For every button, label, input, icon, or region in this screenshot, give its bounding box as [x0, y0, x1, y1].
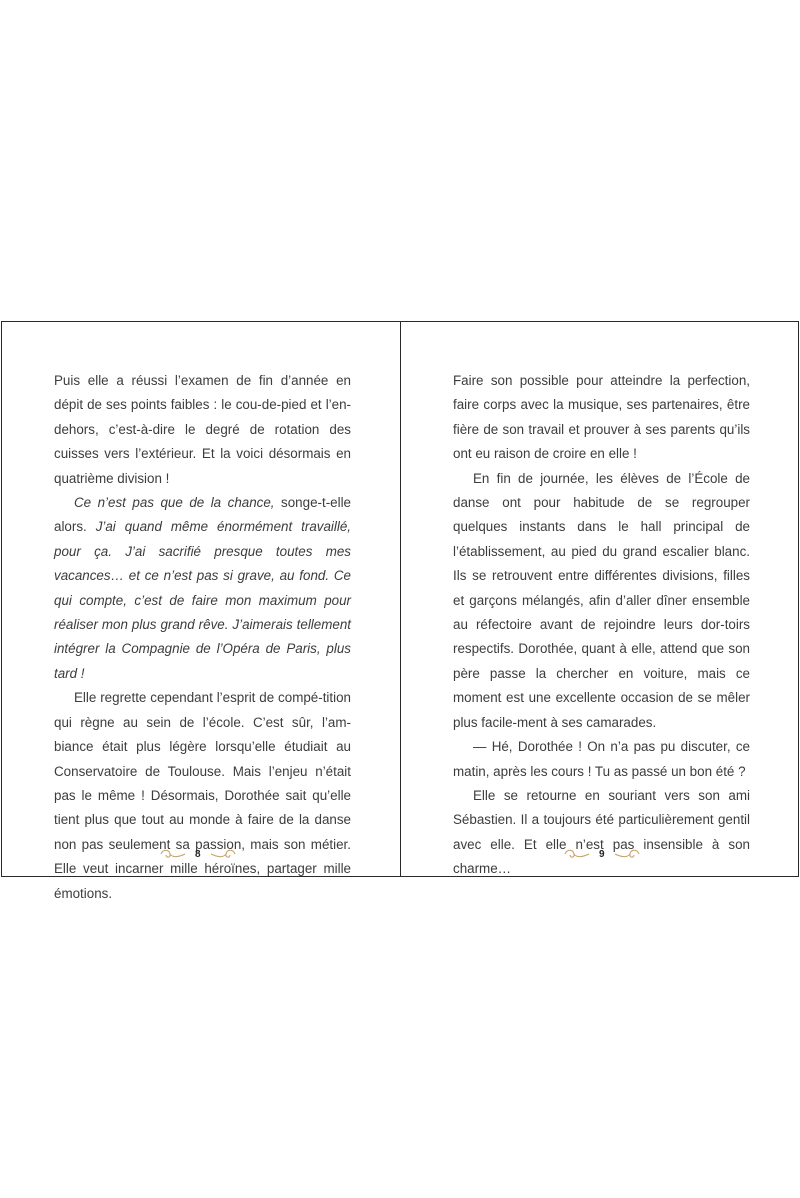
left-paragraph-2: [54, 491, 351, 686]
left-paragraph-1: Puis elle a réussi l’examen de fin d’année en dépit de ses points faibles : le cou-de-pied et l’en-dehors, c’est-à-dire le degré de rotation des cuisses vers l’extérieur. Et la voici désormais en quatrième division !: [54, 373, 351, 486]
swirl-ornament-left-icon: [159, 848, 187, 860]
swirl-ornament-left-icon: [563, 848, 591, 860]
page-number-right: 9: [599, 848, 605, 860]
italic-thought: J’ai quand même énormément travaillé, pour ça. J’ai sacrifié presque toutes mes vacances… et ce n’est pas si grave, au fond. Ce qui compte, c’est de faire mon maximum pour réaliser mon plus grand rêve. J’aimerais tellement intégrer la Compagnie de l’Opéra de Paris, plus tard !: [54, 519, 351, 681]
page-divider: [400, 322, 401, 876]
right-paragraph-4: Elle se retourne en souriant vers son ami Sébastien. Il a toujours été particulièrement gentil avec elle. Et elle n’est pas insensible à son charme…: [453, 787, 750, 877]
italic-lead: Ce n’est pas que de la chance,: [74, 495, 275, 511]
right-folio: [563, 846, 641, 862]
swirl-ornament-right-icon: [613, 848, 641, 860]
right-paragraph-2: En fin de journée, les élèves de l’École de danse ont pour habitude de se regrouper quelques instants dans le hall principal de l’établissement, au pied du grand escalier blanc. Ils se retrouvent entre différentes divisions, filles et garçons mélangés, afin d’aller dîner ensemble au réfectoire avant de rejoindre leurs dor-toirs respectifs. Dorothée, quant à elle, attend que son père passe la chercher en voiture, mais ce moment est une excellente occasion de se mêler plus facile-ment à ses camarades.: [453, 470, 750, 730]
right-page: [453, 369, 750, 882]
book-spread: [1, 321, 799, 901]
swirl-ornament-right-icon: [209, 848, 237, 860]
right-paragraph-1: Faire son possible pour atteindre la perfection, faire corps avec la musique, ses partenaires, être fière de son travail et prouver à ses parents qu’ils ont eu raison de croire en elle !: [453, 373, 750, 462]
left-page: [54, 369, 351, 906]
left-folio: [159, 846, 237, 862]
page-number-left: 8: [195, 848, 201, 860]
right-paragraph-3: — Hé, Dorothée ! On n’a pas pu discuter, ce matin, après les cours ! Tu as passé un bon été ?: [453, 739, 750, 779]
left-paragraph-3: Elle regrette cependant l’esprit de compé-tition qui règne au sein de l’école. C’est sûr, l’am-biance était plus légère lorsqu’elle étudiait au Conservatoire de Toulouse. Mais l’enjeu n’était pas le même ! Désormais, Dorothée sait qu’elle tient plus que tout au monde à faire de la danse non pas seulement sa passion, mais son métier. Elle veut incarner mille héroïnes, partager mille émotions.: [54, 690, 351, 901]
narration-insert: songe-t-elle alors.: [54, 495, 351, 535]
